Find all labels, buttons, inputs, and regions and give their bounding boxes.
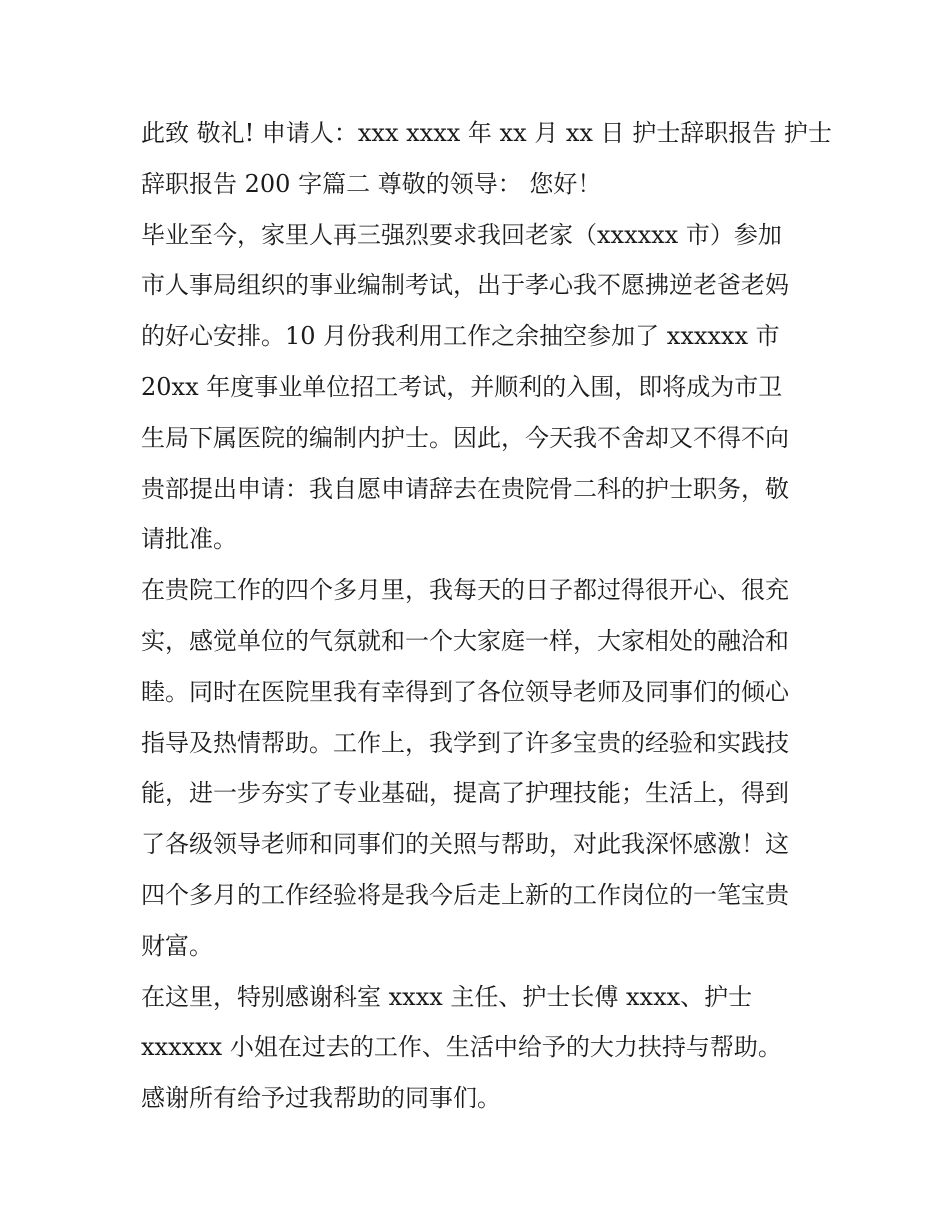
text-line: 财富。 [141,931,213,960]
text-line: 毕业至今，家里人再三强烈要求我回老家（xxxxxx 市）参加 [141,220,782,249]
text-line: 在这里，特别感谢科室 xxxx 主任、护士长傅 xxxx、护士 [141,982,753,1011]
text-line: 20xx 年度事业单位招工考试，并顺利的入围，即将成为市卫 [141,372,783,401]
text-line: 了各级领导老师和同事们的关照与帮助，对此我深怀感激！这 [141,830,789,859]
text-line: 睦。同时在医院里我有幸得到了各位领导老师及同事们的倾心 [141,677,789,706]
text-line: 此致 敬礼! 申请人：xxx xxxx 年 xx 月 xx 日 护士辞职报告 护士 [141,119,832,147]
text-line: 市人事局组织的事业编制考试，出于孝心我不愿拂逆老爸老妈 [141,271,789,300]
text-line: 指导及热情帮助。工作上，我学到了许多宝贵的经验和实践技 [141,728,789,757]
text-line: 四个多月的工作经验将是我今后走上新的工作岗位的一笔宝贵 [141,880,789,909]
text-line: 生局下属医院的编制内护士。因此，今天我不舍却又不得不向 [141,423,789,452]
text-line: 贵部提出申请：我自愿申请辞去在贵院骨二科的护士职务，敬 [141,474,789,503]
text-line: 辞职报告 200 字篇二 尊敬的领导： 您好！ [141,169,602,198]
text-line: 在贵院工作的四个多月里，我每天的日子都过得很开心、很充 [141,576,789,605]
text-line: 感谢所有给予过我帮助的同事们。 [141,1084,501,1113]
text-line: 能，进一步夯实了专业基础，提高了护理技能；生活上，得到 [141,779,789,808]
text-line: 实，感觉单位的气氛就和一个大家庭一样，大家相处的融洽和 [141,626,789,655]
text-line: 的好心安排。10 月份我利用工作之余抽空参加了 xxxxxx 市 [141,322,780,351]
text-line: xxxxxx 小姐在过去的工作、生活中给予的大力扶持与帮助。 [141,1033,782,1062]
text-line: 请批准。 [141,525,237,554]
document-body [141,108,832,1124]
